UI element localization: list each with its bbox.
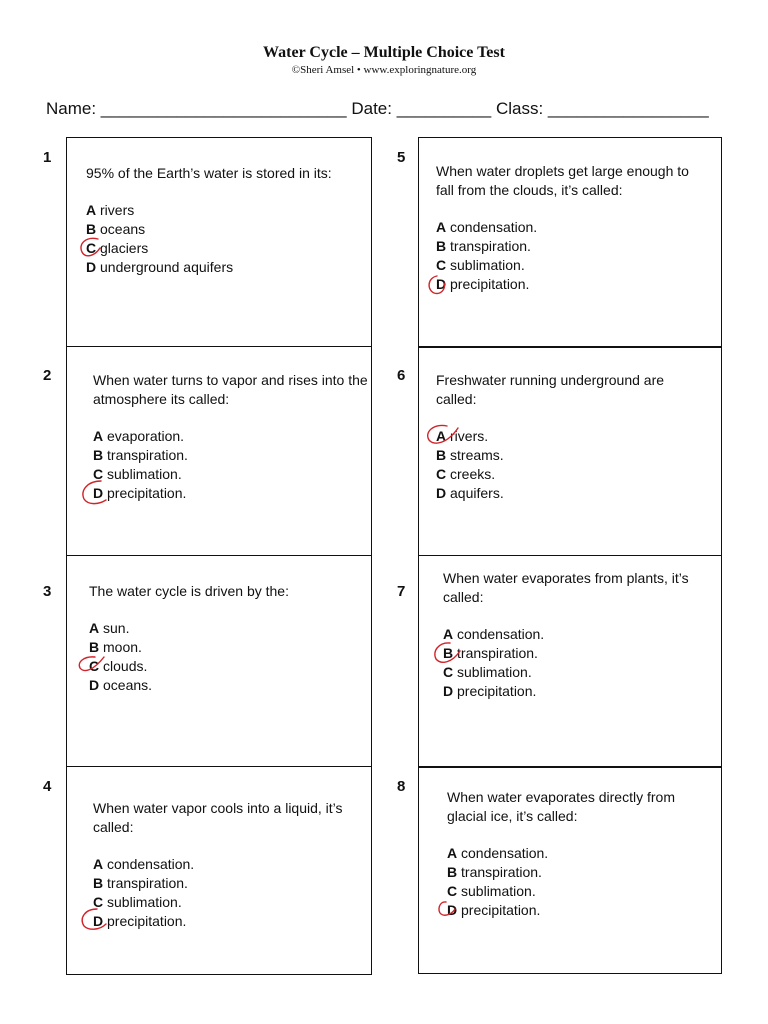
option-text: clouds. (103, 658, 148, 674)
answer-option (93, 874, 371, 893)
answer-option (436, 218, 706, 237)
option-text: rivers (100, 202, 135, 218)
option-letter: D (436, 276, 447, 292)
page-title: Water Cycle – Multiple Choice Test (263, 44, 505, 61)
option-text: precipitation. (107, 913, 187, 929)
question-content (436, 162, 706, 294)
option-text: aquifers. (450, 485, 504, 501)
answer-options (89, 619, 367, 695)
option-text: transpiration. (457, 645, 538, 661)
question-number: 1 (43, 149, 52, 166)
option-letter: C (436, 257, 447, 273)
option-letter: D (447, 902, 458, 918)
question-number: 7 (397, 583, 406, 600)
option-text: precipitation. (107, 485, 187, 501)
option-letter: A (89, 620, 100, 636)
option-letter: C (436, 466, 447, 482)
question-content (86, 164, 344, 277)
answer-option (447, 901, 717, 920)
option-text: evaporation. (107, 428, 185, 444)
option-text: precipitation. (457, 683, 537, 699)
option-text: transpiration. (107, 447, 188, 463)
answer-option (93, 465, 371, 484)
answer-option (443, 663, 713, 682)
answer-options (93, 427, 371, 503)
option-letter: B (86, 221, 97, 237)
question-content (447, 788, 717, 920)
answer-option (443, 682, 713, 701)
answer-options (443, 625, 713, 701)
option-letter: B (89, 639, 100, 655)
option-text: condensation. (457, 626, 545, 642)
answer-options (436, 218, 706, 294)
option-letter: A (436, 428, 447, 444)
option-text: precipitation. (450, 276, 530, 292)
question-text: When water evaporates from plants, it’s called: (443, 570, 689, 605)
option-text: streams. (450, 447, 504, 463)
answer-options (436, 427, 706, 503)
option-text: condensation. (450, 219, 538, 235)
option-letter: C (89, 658, 100, 674)
question-number: 3 (43, 583, 52, 600)
question-content (93, 371, 371, 503)
name-date-class-line: Name: __________________________ Date: __________ Class: _________________ (46, 99, 709, 118)
question-text: When water evaporates directly from glacial ice, it’s called: (447, 789, 675, 824)
option-letter: D (89, 677, 100, 693)
question-text: Freshwater running underground are called: (436, 372, 665, 407)
option-text: oceans (100, 221, 146, 237)
option-letter: C (443, 664, 454, 680)
option-text: transpiration. (107, 875, 188, 891)
answer-option (89, 619, 367, 638)
option-text: transpiration. (450, 238, 531, 254)
question-content (89, 582, 367, 695)
answer-option (436, 427, 706, 446)
option-text: sublimation. (107, 894, 182, 910)
option-letter: D (443, 683, 454, 699)
option-letter: D (93, 485, 104, 501)
option-letter: B (93, 447, 104, 463)
option-letter: A (86, 202, 97, 218)
option-letter: D (86, 259, 97, 275)
option-letter: C (86, 240, 97, 256)
answer-option (436, 256, 706, 275)
answer-option (447, 863, 717, 882)
question-number: 4 (43, 778, 52, 795)
answer-option (443, 625, 713, 644)
question-number: 2 (43, 367, 52, 384)
answer-option (436, 237, 706, 256)
question-text: 95% of the Earth’s water is stored in its: (86, 165, 332, 181)
question-number: 5 (397, 149, 406, 166)
option-text: glaciers (100, 240, 149, 256)
answer-options (447, 844, 717, 920)
answer-option (93, 893, 371, 912)
option-letter: B (443, 645, 454, 661)
answer-option (89, 638, 367, 657)
answer-option (89, 657, 367, 676)
option-letter: D (436, 485, 447, 501)
option-text: creeks. (450, 466, 496, 482)
answer-option (436, 484, 706, 503)
question-number: 8 (397, 778, 406, 795)
option-letter: A (93, 428, 104, 444)
answer-option (93, 427, 371, 446)
option-text: moon. (103, 639, 142, 655)
answer-option (443, 644, 713, 663)
option-text: precipitation. (461, 902, 541, 918)
option-text: condensation. (107, 856, 195, 872)
option-text: sublimation. (107, 466, 182, 482)
option-letter: A (443, 626, 454, 642)
answer-option (86, 220, 344, 239)
answer-option (86, 201, 344, 220)
option-letter: D (93, 913, 104, 929)
option-text: transpiration. (461, 864, 542, 880)
answer-option (93, 484, 371, 503)
option-letter: C (93, 466, 104, 482)
answer-option (93, 855, 371, 874)
answer-option (436, 446, 706, 465)
answer-option (86, 258, 344, 277)
option-letter: A (436, 219, 447, 235)
question-content (93, 799, 371, 931)
page-subtitle: ©Sheri Amsel • www.exploringnature.org (291, 64, 477, 76)
question-content (443, 569, 713, 701)
option-letter: B (447, 864, 458, 880)
option-text: rivers. (450, 428, 489, 444)
answer-option (93, 912, 371, 931)
answer-option (436, 275, 706, 294)
option-letter: B (436, 238, 447, 254)
option-text: oceans. (103, 677, 153, 693)
answer-options (86, 201, 344, 277)
question-text: The water cycle is driven by the: (89, 583, 289, 599)
answer-option (89, 676, 367, 695)
option-letter: C (93, 894, 104, 910)
answer-option (93, 446, 371, 465)
question-content (436, 371, 706, 503)
option-text: sublimation. (461, 883, 536, 899)
question-text: When water turns to vapor and rises into the atmosphere its called: (93, 372, 368, 407)
option-text: sublimation. (450, 257, 525, 273)
question-text: When water droplets get large enough to fall from the clouds, it’s called: (436, 163, 689, 198)
question-number: 6 (397, 367, 406, 384)
option-letter: C (447, 883, 458, 899)
option-letter: A (447, 845, 458, 861)
option-text: condensation. (461, 845, 549, 861)
answer-options (93, 855, 371, 931)
answer-option (86, 239, 344, 258)
option-text: underground aquifers (100, 259, 234, 275)
answer-option (447, 882, 717, 901)
option-letter: B (436, 447, 447, 463)
option-text: sun. (103, 620, 130, 636)
answer-option (436, 465, 706, 484)
option-letter: A (93, 856, 104, 872)
option-text: sublimation. (457, 664, 532, 680)
option-letter: B (93, 875, 104, 891)
question-text: When water vapor cools into a liquid, it’s called: (93, 800, 343, 835)
answer-option (447, 844, 717, 863)
